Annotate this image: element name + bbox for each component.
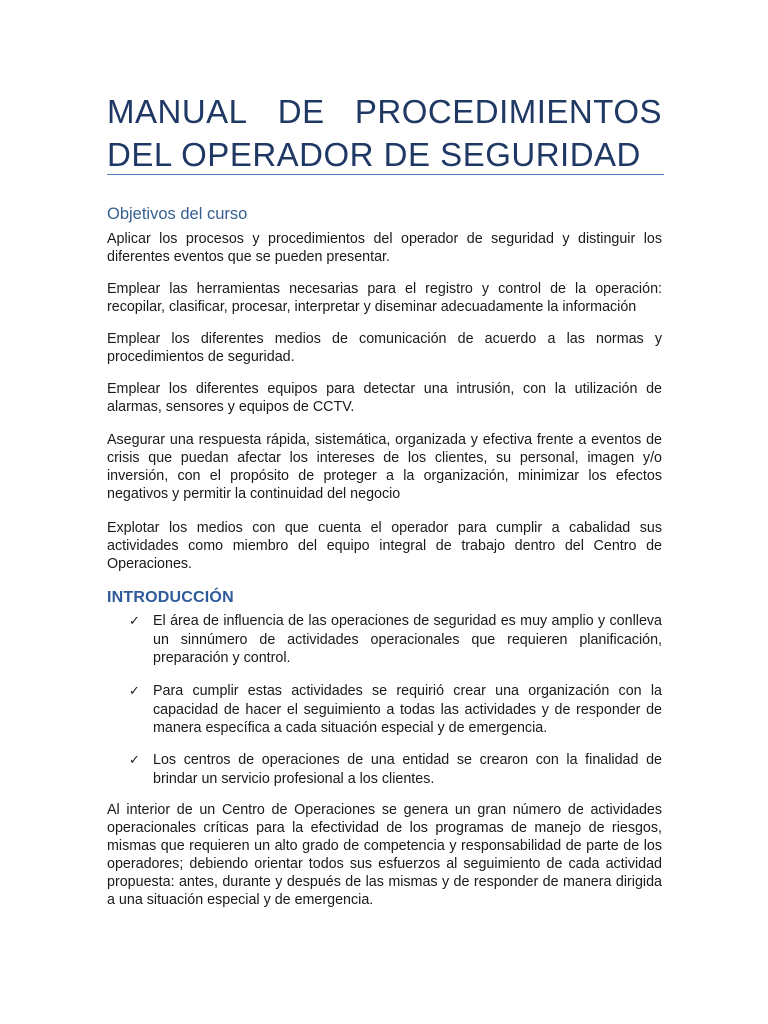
- title-word: PROCEDIMIENTOS: [354, 93, 662, 130]
- title-divider: [107, 174, 664, 175]
- objective-paragraph: Emplear los diferentes equipos para detectar una intrusión, con la utilización de alarmas, sensores y equipos de CCTV.: [107, 381, 662, 415]
- intro-bullet: [107, 682, 662, 738]
- objective-paragraph: Explotar los medios con que cuenta el operador para cumplir a cabalidad sus actividades como miembro del equipo integral de trabajo dentro del Centro de Operaciones.: [107, 520, 662, 572]
- title-word: DE: [277, 93, 325, 130]
- objective-paragraph: Asegurar una respuesta rápida, sistemática, organizada y efectiva frente a eventos de crisis que puedan afectar los intereses de los clientes, su personal, imagen y/o inversión, con el propósito de proteger a la organización, minimizar los efectos negativos y permitir la continuidad del negocio: [107, 432, 662, 502]
- title-line-1: [107, 90, 662, 133]
- introduction-heading: INTRODUCCIÓN: [107, 589, 234, 606]
- intro-bullet-text: Para cumplir estas actividades se requirió crear una organización con la capacidad de hacer el seguimiento a todas las actividades y de responder de manera específica a cada situación especial y de emergencia.: [153, 683, 662, 736]
- title-line-2: DEL OPERADOR DE SEGURIDAD: [107, 136, 641, 173]
- intro-bullet-text: Los centros de operaciones de una entidad se crearon con la finalidad de brindar un servicio profesional a los clientes.: [153, 752, 662, 787]
- checkmark-icon: ✓: [129, 683, 140, 698]
- checkmark-icon: ✓: [129, 613, 140, 628]
- intro-bullet: [107, 612, 662, 668]
- document-title: [107, 90, 662, 176]
- title-word: MANUAL: [107, 93, 248, 130]
- objective-paragraph: Emplear las herramientas necesarias para el registro y control de la operación: recopilar, clasificar, procesar, interpretar y diseminar adecuadamente la información: [107, 281, 662, 315]
- objectives-heading: Objetivos del curso: [107, 205, 248, 223]
- checkmark-icon: ✓: [129, 752, 140, 767]
- objective-paragraph: Aplicar los procesos y procedimientos del operador de seguridad y distinguir los diferentes eventos que se pueden presentar.: [107, 231, 662, 265]
- objective-paragraph: Emplear los diferentes medios de comunicación de acuerdo a las normas y procedimientos de seguridad.: [107, 331, 662, 365]
- intro-bullet: [107, 751, 662, 788]
- intro-bullet-text: El área de influencia de las operaciones de seguridad es muy amplio y conlleva un sinnúmero de actividades operacionales que requieren planificación, preparación y control.: [153, 613, 662, 666]
- closing-paragraph: Al interior de un Centro de Operaciones se genera un gran número de actividades operacionales críticas para la efectividad de los programas de manejo de riesgos, mismas que requieren un alto grado de competencia y responsabilidad de parte de los operadores; debiendo orientar todos sus esfuerzos al seguimiento de cada actividad propuesta: antes, durante y después de las mismas y de responder de manera dirigida a una situación especial y de emergencia.: [107, 802, 662, 908]
